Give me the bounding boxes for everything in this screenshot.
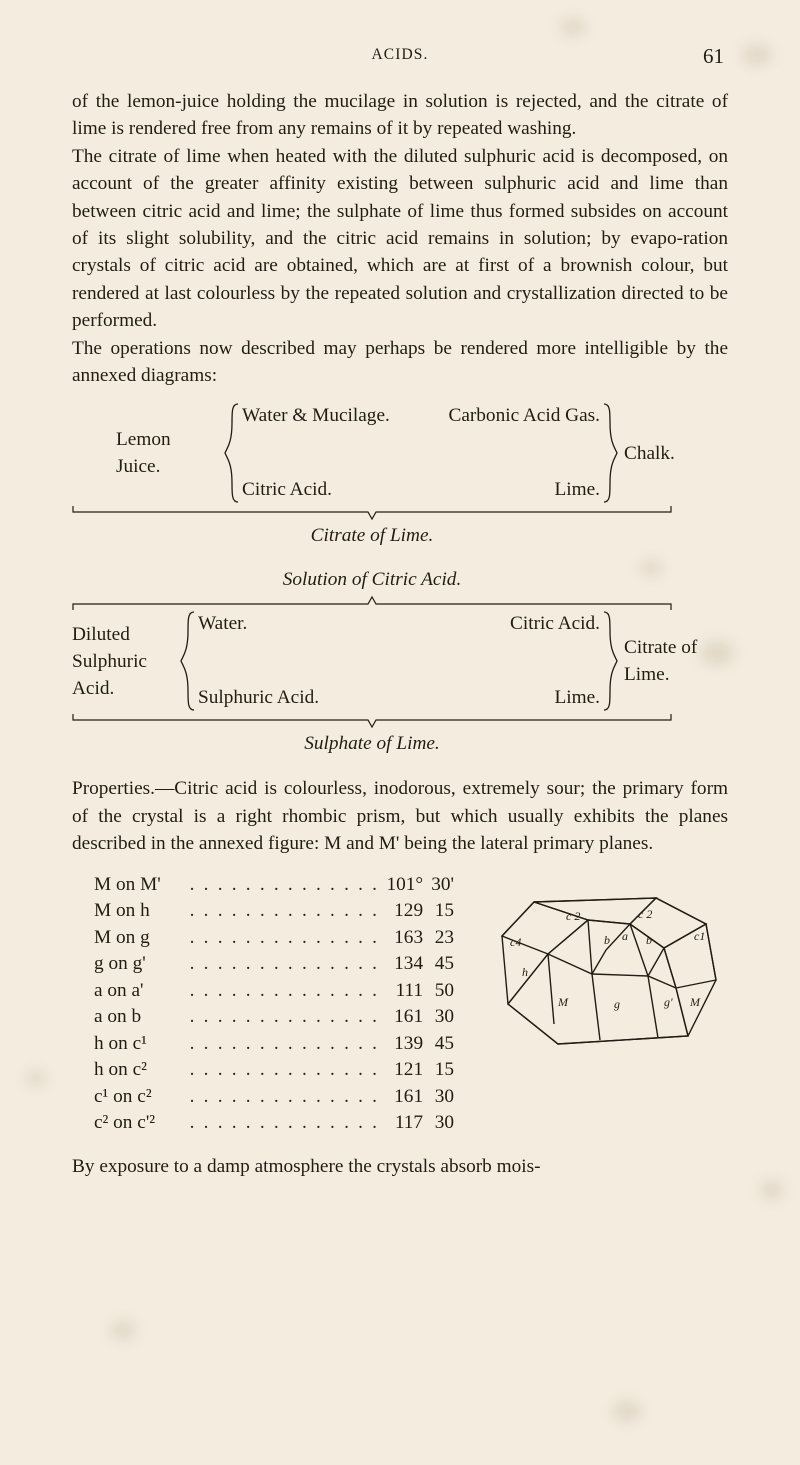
angle-label: M on M' (94, 873, 161, 895)
diagram2-left-label-line1: Diluted (72, 623, 130, 645)
angle-minutes: 30 (434, 1006, 454, 1028)
paper-stain (760, 1180, 784, 1200)
diagram1-top-left: Water & Mucilage. (242, 405, 390, 427)
paragraph-properties: Properties.—Citric acid is colourless, inodorous, extremely sour; the primary form of the crystal is a right rhombic prism, but which usually exhibits the planes described in the annexed figure: M and M' being the lateral primary planes. (72, 778, 728, 855)
diagram-sulphate-of-lime (72, 569, 728, 755)
leader-dots: . . . . . . . . . . . . . . (189, 953, 380, 975)
closing-line: By exposure to a damp atmosphere the crystals absorb mois- (72, 1155, 541, 1177)
angle-degrees: 161 (394, 1006, 424, 1028)
diagram-citrate-of-lime (72, 403, 728, 547)
diagram2-bottom-right: Lime. (554, 687, 600, 709)
table-row (94, 925, 454, 952)
paper-stain (612, 1400, 642, 1422)
diagram1-caption: Citrate of Lime. (310, 525, 434, 547)
diagram1-right-label (618, 403, 728, 503)
angle-label: g on g' (94, 953, 146, 975)
crystal-label-c1: c1 (694, 928, 706, 943)
angle-degrees: 129 (394, 900, 424, 922)
paper-stain (110, 1320, 136, 1340)
angle-label: M on g (94, 926, 150, 948)
angle-degrees: 111 (395, 979, 424, 1001)
angle-label: h on c² (94, 1059, 147, 1081)
diagram2-top-right: Citric Acid. (510, 613, 600, 635)
leader-dots: . . . . . . . . . . . . . . (189, 979, 380, 1001)
angle-minutes: 15 (434, 900, 454, 922)
crystal-figure (488, 884, 728, 1064)
angle-minutes: 45 (434, 953, 454, 975)
angle-label: c² on c'² (94, 1112, 156, 1134)
table-row (94, 898, 454, 925)
table-row (94, 1031, 454, 1058)
crystal-label-b-left: b (604, 932, 610, 947)
left-brace-icon (224, 403, 240, 503)
table-row (94, 872, 454, 899)
diagram1-left-label-line1: Lemon (116, 429, 171, 451)
angle-label: a on b (94, 1006, 142, 1028)
diagram2-right-label (618, 611, 728, 711)
crystal-label-a: a (622, 928, 628, 943)
angle-degrees: 121 (394, 1059, 424, 1081)
diagram2-right-label-line2: Lime. (624, 664, 670, 686)
angle-degrees: 101° (386, 873, 424, 895)
leader-dots: . . . . . . . . . . . . . . (189, 926, 380, 948)
crystal-label-c2-left: c 2 (566, 908, 581, 923)
diagram2-right-label-line1: Citrate of (624, 637, 698, 659)
table-row (94, 951, 454, 978)
right-brace-icon (602, 403, 618, 503)
diagram1-top-right: Carbonic Acid Gas. (448, 405, 600, 427)
leader-dots: . . . . . . . . . . . . . . (189, 1032, 380, 1054)
table-row (94, 1110, 454, 1137)
diagram2-overbrace-icon (72, 595, 728, 611)
running-title: ACIDS. (371, 46, 429, 63)
crystal-label-M-right: M (690, 994, 700, 1009)
angle-degrees: 134 (394, 953, 424, 975)
paper-stain (560, 18, 586, 36)
table-row (94, 1057, 454, 1084)
paragraph-1: of the lemon-juice holding the mucilage in solution is rejected, and the citrate of lime is rendered free from any remains of it by repeated washing. (72, 91, 728, 140)
left-brace-icon (180, 611, 196, 711)
angle-degrees: 117 (394, 1112, 424, 1134)
table-row (94, 1084, 454, 1111)
angle-degrees: 163 (394, 926, 424, 948)
diagram2-underbrace-icon (72, 713, 728, 729)
diagram2-caption-top: Solution of Citric Acid. (282, 569, 462, 591)
table-row (94, 1004, 454, 1031)
leader-dots: . . . . . . . . . . . . . . (189, 900, 380, 922)
diagram1-underbrace-icon (72, 505, 728, 521)
right-brace-icon (602, 611, 618, 711)
angle-minutes: 45 (434, 1032, 454, 1054)
diagram1-bottom-left: Citric Acid. (242, 479, 332, 501)
page-number: 61 (703, 44, 724, 68)
diagram1-pair-box (240, 403, 602, 503)
leader-dots: . . . . . . . . . . . . . . (189, 1085, 380, 1107)
leader-dots: . . . . . . . . . . . . . . (189, 1006, 380, 1028)
diagram1-left-label-line2: Juice. (116, 456, 161, 478)
leader-dots: . . . . . . . . . . . . . . (189, 873, 380, 895)
diagram2-left-label (72, 611, 180, 711)
angle-degrees: 161 (394, 1085, 424, 1107)
diagram2-caption: Sulphate of Lime. (304, 733, 440, 755)
paper-stain (26, 1070, 46, 1086)
angle-measurements-table (94, 872, 454, 1137)
diagram1-bottom-right: Lime. (554, 479, 600, 501)
crystal-label-h: h (522, 964, 528, 979)
diagram1-left-label (116, 403, 224, 503)
crystal-label-c2-right: c 2 (638, 906, 653, 921)
leader-dots: . . . . . . . . . . . . . . (189, 1059, 380, 1081)
angle-minutes: 30' (431, 873, 454, 895)
diagram2-pair-box (196, 611, 602, 711)
diagram1-right-label-line1: Chalk. (624, 442, 675, 464)
table-row (94, 978, 454, 1005)
diagram2-top-left: Water. (198, 613, 248, 635)
angle-minutes: 50 (434, 979, 454, 1001)
angle-degrees: 139 (394, 1032, 424, 1054)
crystal-label-g-prime: g' (664, 994, 673, 1009)
paragraph-3: The operations now described may perhaps be rendered more intelligible by the annexed diagrams: (72, 337, 728, 387)
diagram2-left-label-line3: Acid. (72, 677, 115, 699)
paragraph-2: The citrate of lime when heated with the diluted sulphuric acid is decomposed, on account of the greater affinity existing between sulphuric acid and lime than between citric acid and lime; the sulphate of lime thus formed subsides on account of its slight solubility, and the citric acid remains in solution; by evapo-ration crystals of citric acid are obtained, which are at first of a brownish colour, but rendered at last colourless by the repeated solution and crystallization directed to be performed. (72, 145, 728, 332)
page-content (72, 46, 728, 1180)
angles-and-figure (72, 872, 728, 1137)
angle-minutes: 23 (434, 926, 454, 948)
crystal-label-g: g (614, 996, 620, 1011)
angle-minutes: 30 (434, 1112, 454, 1134)
angle-label: c¹ on c² (94, 1085, 152, 1107)
angle-label: h on c¹ (94, 1032, 147, 1054)
angle-minutes: 15 (434, 1059, 454, 1081)
angle-minutes: 30 (434, 1085, 454, 1107)
diagram2-bottom-left: Sulphuric Acid. (198, 687, 320, 709)
angle-label: M on h (94, 900, 150, 922)
angle-label: a on a' (94, 979, 144, 1001)
crystal-label-b-right: b (646, 932, 652, 947)
page-header (72, 46, 728, 72)
leader-dots: . . . . . . . . . . . . . . (189, 1112, 380, 1134)
crystal-label-c4: c4 (510, 934, 522, 949)
crystal-label-M-left: M (558, 994, 568, 1009)
paper-stain (742, 44, 772, 66)
diagram2-left-label-line2: Sulphuric (72, 650, 147, 672)
